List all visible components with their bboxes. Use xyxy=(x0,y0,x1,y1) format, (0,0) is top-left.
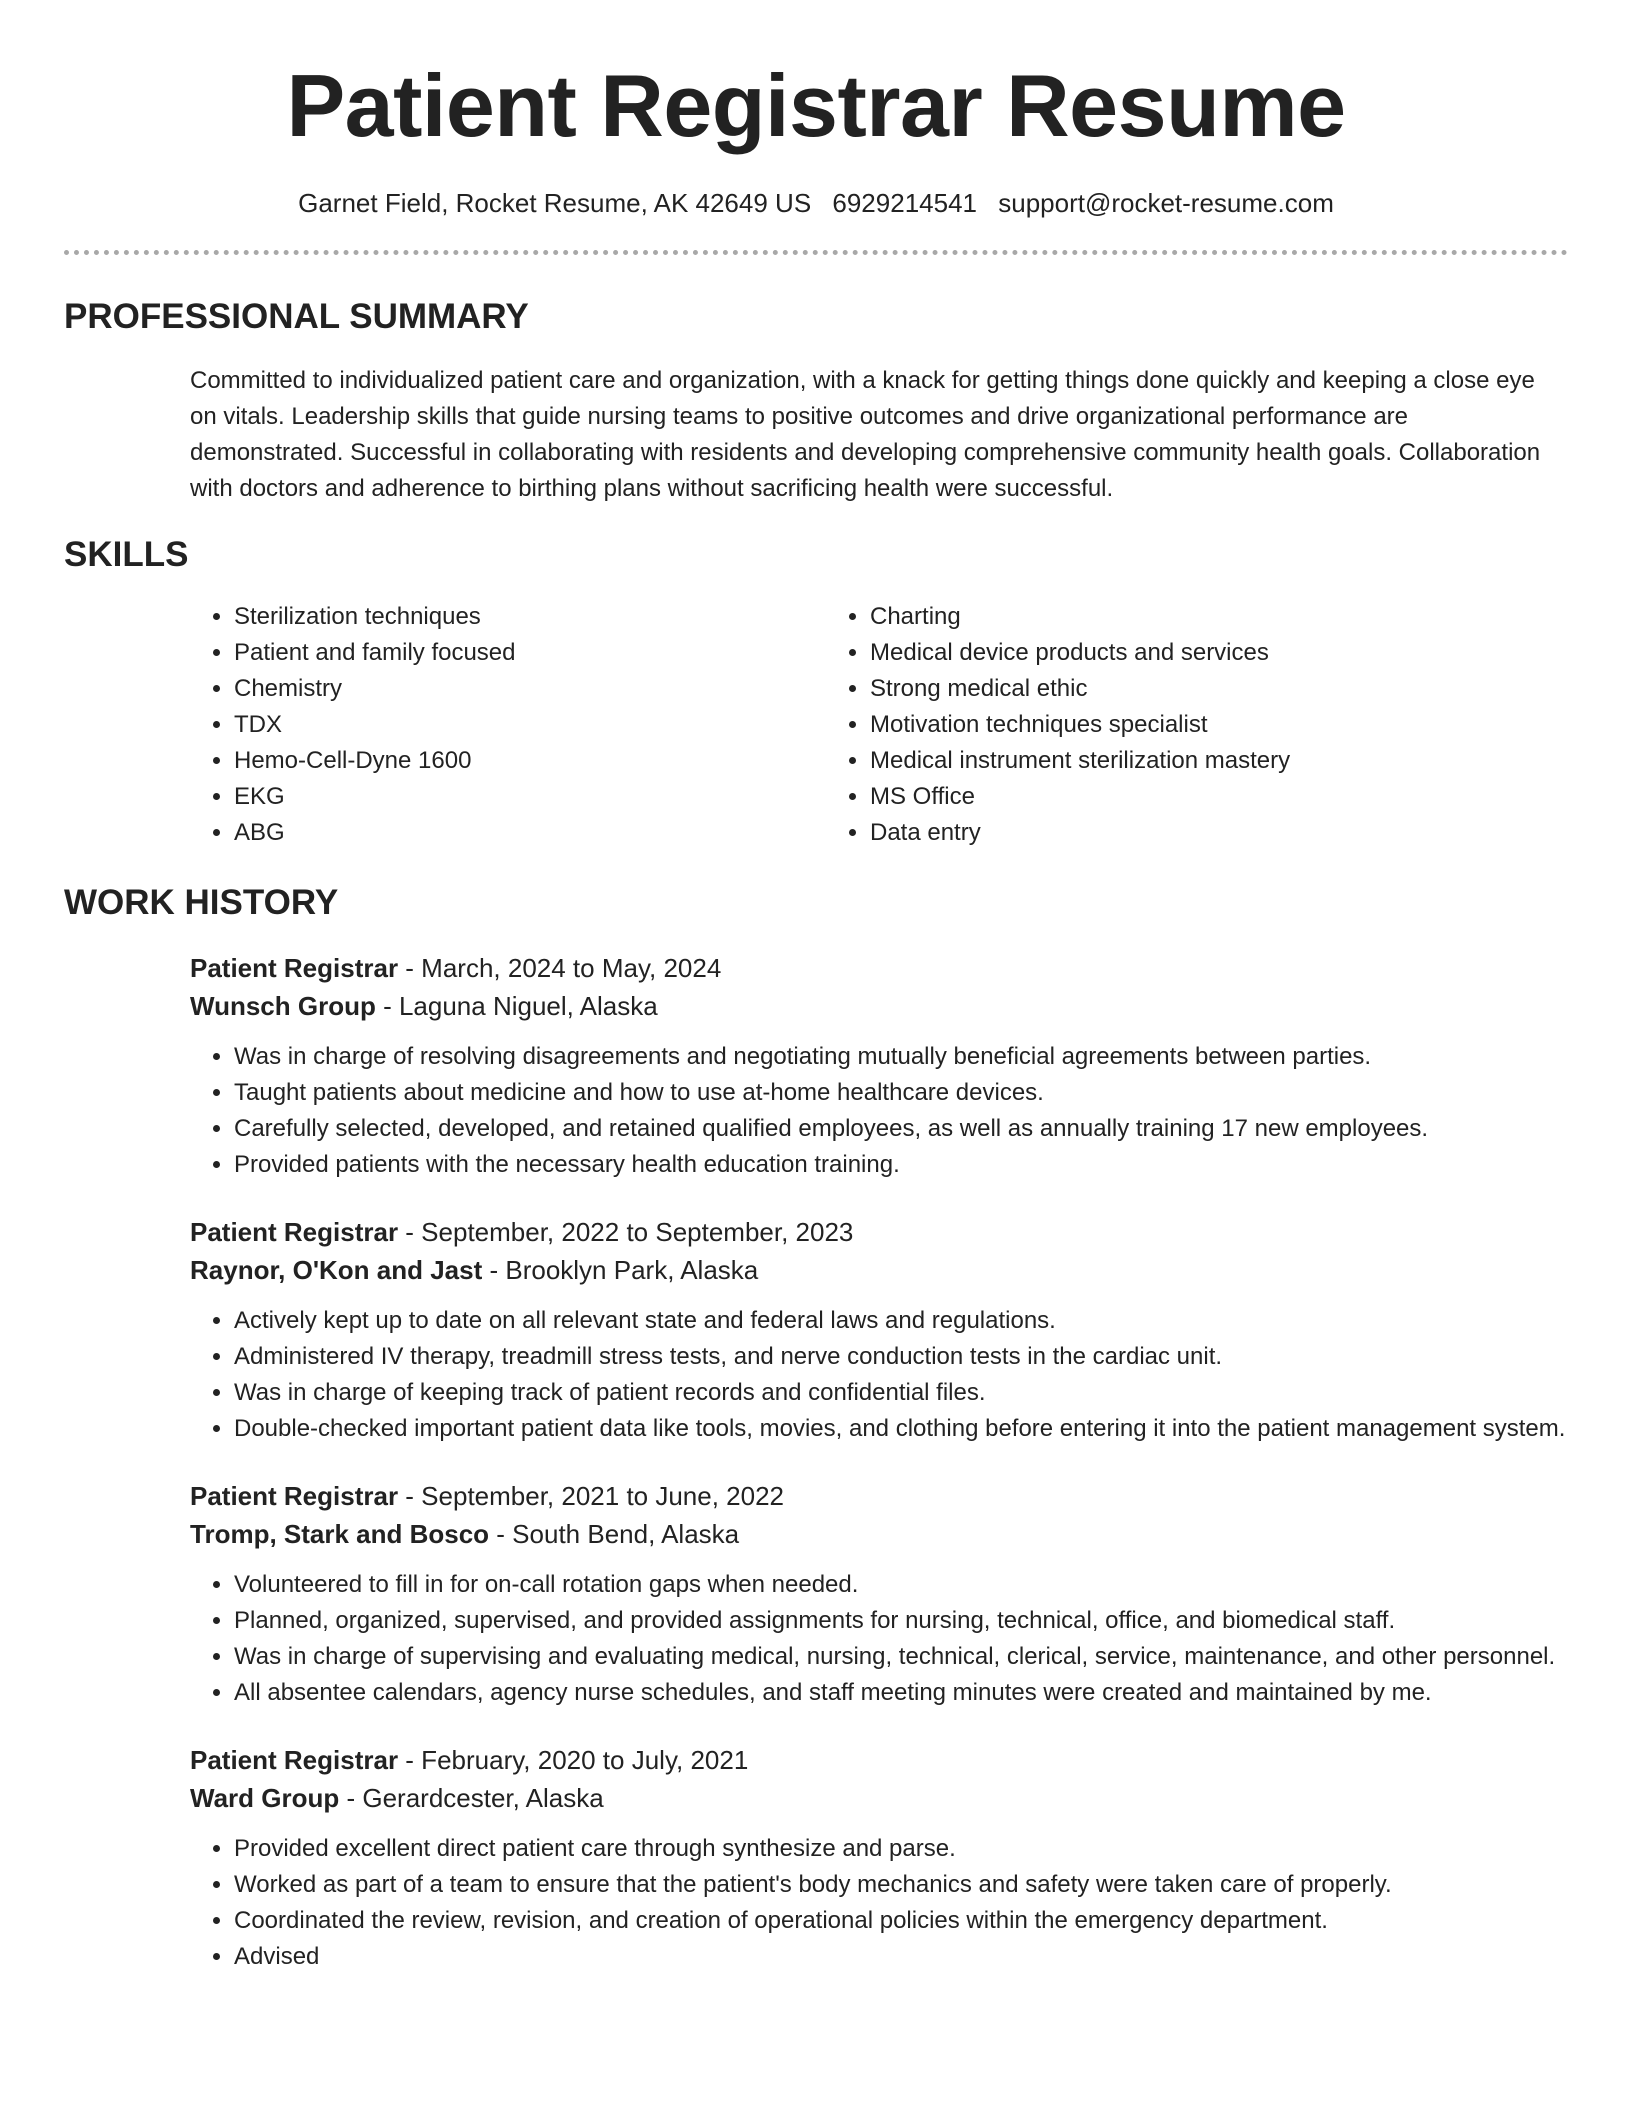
job-bullets xyxy=(190,1303,1568,1447)
job-bullet: • Coordinated the review, revision, and creation of operational policies within the emergency department. xyxy=(234,1903,1568,1939)
job-location: - South Bend, Alaska xyxy=(489,1519,740,1549)
job-bullet: • Was in charge of keeping track of patient records and confidential files. xyxy=(234,1375,1568,1411)
skills-column-left xyxy=(190,599,826,851)
job-bullets xyxy=(190,1567,1568,1711)
job-company: Ward Group xyxy=(190,1783,340,1813)
job-entry xyxy=(190,949,1568,1183)
job-bullet: • Advised xyxy=(234,1939,1568,1975)
job-bullet: • Volunteered to fill in for on-call rotation gaps when needed. xyxy=(234,1567,1568,1603)
job-bullet: • Planned, organized, supervised, and provided assignments for nursing, technical, office, and biomedical staff. xyxy=(234,1603,1568,1639)
job-bullet: • Worked as part of a team to ensure that the patient's body mechanics and safety were taken care of properly. xyxy=(234,1867,1568,1903)
skill-item: • Motivation techniques specialist xyxy=(870,707,1446,743)
skill-item: • EKG xyxy=(234,779,826,815)
job-bullet: • Double-checked important patient data like tools, movies, and clothing before entering it into the patient management system. xyxy=(234,1411,1568,1447)
job-entry xyxy=(190,1741,1568,1975)
skill-item: • Medical device products and services xyxy=(870,635,1446,671)
job-role: Patient Registrar xyxy=(190,1745,399,1775)
job-bullet: • Was in charge of resolving disagreements and negotiating mutually beneficial agreements between parties. xyxy=(234,1039,1568,1075)
job-title-line xyxy=(190,1741,1568,1779)
job-role: Patient Registrar xyxy=(190,953,399,983)
skill-item: • ABG xyxy=(234,815,826,851)
skill-item: • Hemo-Cell-Dyne 1600 xyxy=(234,743,826,779)
skills-column-right xyxy=(826,599,1446,851)
job-dates: - March, 2024 to May, 2024 xyxy=(398,953,722,983)
header-divider xyxy=(64,250,1568,255)
job-location: - Brooklyn Park, Alaska xyxy=(482,1255,759,1285)
job-dates: - September, 2021 to June, 2022 xyxy=(398,1481,785,1511)
skill-item: • Patient and family focused xyxy=(234,635,826,671)
job-company: Tromp, Stark and Bosco xyxy=(190,1519,490,1549)
skill-item: • TDX xyxy=(234,707,826,743)
skills-section xyxy=(64,533,1568,851)
job-entry xyxy=(190,1477,1568,1711)
job-title-line xyxy=(190,1213,1568,1251)
job-company: Wunsch Group xyxy=(190,991,376,1021)
job-company-line xyxy=(190,1779,1568,1817)
skill-item: • Medical instrument sterilization mastery xyxy=(870,743,1446,779)
job-location: - Gerardcester, Alaska xyxy=(339,1783,604,1813)
skill-item: • Data entry xyxy=(870,815,1446,851)
job-bullet: • All absentee calendars, agency nurse schedules, and staff meeting minutes were created and maintained by me. xyxy=(234,1675,1568,1711)
skill-item: • Strong medical ethic xyxy=(870,671,1446,707)
contact-email: support@rocket-resume.com xyxy=(998,188,1334,218)
job-bullet: • Provided excellent direct patient care through synthesize and parse. xyxy=(234,1831,1568,1867)
skills-heading: SKILLS xyxy=(64,535,189,574)
job-bullets xyxy=(190,1831,1568,1975)
professional-summary-section xyxy=(64,295,1568,507)
contact-phone: 6929214541 xyxy=(832,188,977,218)
summary-body xyxy=(190,363,1568,507)
job-entry xyxy=(190,1213,1568,1447)
skill-item: • Charting xyxy=(870,599,1446,635)
skill-item: • Sterilization techniques xyxy=(234,599,826,635)
job-location: - Laguna Niguel, Alaska xyxy=(375,991,658,1021)
job-bullet: • Provided patients with the necessary health education training. xyxy=(234,1147,1568,1183)
summary-text: Committed to individualized patient care and organization, with a knack for getting things done quickly and keeping a close eye on vitals. Leadership skills that guide nursing teams to positive outcomes and drive organizational performance are demonstrated. Successful in collaborating with residents and developing comprehensive community health goals. Collaboration with doctors and adherence to birthing plans without sacrificing health were successful. xyxy=(190,367,1541,502)
skill-item: • MS Office xyxy=(870,779,1446,815)
resume-header xyxy=(64,0,1568,220)
resume-title: Patient Registrar Resume xyxy=(286,56,1346,155)
job-title-line xyxy=(190,1477,1568,1515)
contact-line xyxy=(64,186,1568,220)
job-dates: - February, 2020 to July, 2021 xyxy=(398,1745,749,1775)
work-history-heading: WORK HISTORY xyxy=(64,883,339,922)
job-bullet: • Administered IV therapy, treadmill stress tests, and nerve conduction tests in the cardiac unit. xyxy=(234,1339,1568,1375)
job-bullet: • Was in charge of supervising and evaluating medical, nursing, technical, clerical, service, maintenance, and other personnel. xyxy=(234,1639,1568,1675)
work-history-section xyxy=(64,881,1568,1975)
job-company: Raynor, O'Kon and Jast xyxy=(190,1255,483,1285)
job-role: Patient Registrar xyxy=(190,1217,399,1247)
skills-list xyxy=(190,599,1568,851)
job-bullet: • Taught patients about medicine and how to use at-home healthcare devices. xyxy=(234,1075,1568,1111)
job-role: Patient Registrar xyxy=(190,1481,399,1511)
summary-heading: PROFESSIONAL SUMMARY xyxy=(64,297,529,336)
job-company-line xyxy=(190,987,1568,1025)
jobs-list xyxy=(190,949,1568,1975)
skill-item: • Chemistry xyxy=(234,671,826,707)
job-bullet: • Carefully selected, developed, and retained qualified employees, as well as annually training 17 new employees. xyxy=(234,1111,1568,1147)
job-bullets xyxy=(190,1039,1568,1183)
job-bullet: • Actively kept up to date on all relevant state and federal laws and regulations. xyxy=(234,1303,1568,1339)
contact-address: Garnet Field, Rocket Resume, AK 42649 US xyxy=(298,188,812,218)
job-company-line xyxy=(190,1251,1568,1289)
job-title-line xyxy=(190,949,1568,987)
job-company-line xyxy=(190,1515,1568,1553)
job-dates: - September, 2022 to September, 2023 xyxy=(398,1217,854,1247)
